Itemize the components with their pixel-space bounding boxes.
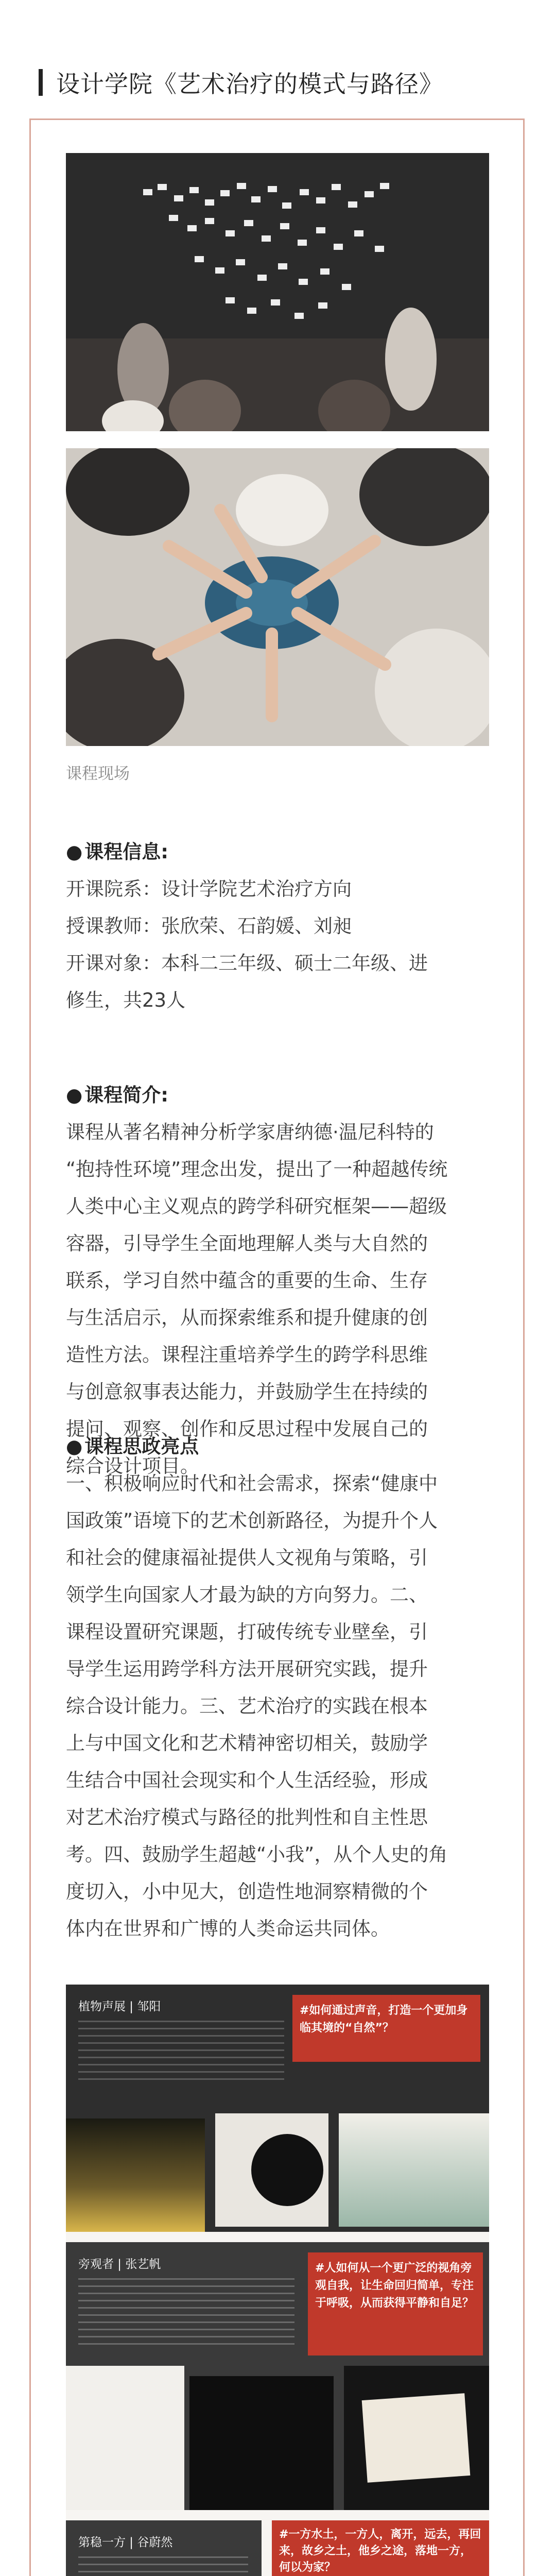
work-3-text-block (66, 2520, 262, 2576)
work-1-image-record (215, 2113, 328, 2227)
course-intro-line: 课程从著名精神分析学家唐纳德·温尼科特的 (66, 1121, 434, 1143)
course-info-heading: ● 课程信息: (66, 841, 169, 863)
paper-sheet-icon (362, 2393, 471, 2483)
ideology-line: 体内在世界和广博的人类命运共同体。 (66, 1918, 390, 1940)
work-3-question-box (272, 2520, 489, 2576)
student-works-collage (66, 1985, 489, 2576)
ideology-line: 度切入，小中见大，创造性地洞察精微的个 (66, 1880, 428, 1903)
course-info-line: 开课对象：本科二三年级、硕士二年级、进 (66, 952, 428, 974)
work-1-question-box (292, 1995, 480, 2062)
bullet-dot-icon: ● (66, 1435, 83, 1458)
work-2-question-box (308, 2252, 483, 2355)
course-info-line: 开课院系：设计学院艺术治疗方向 (66, 878, 352, 900)
work-1-body-text (78, 2021, 284, 2082)
classroom-photo-hands (66, 448, 489, 746)
ideology-line: 课程设置研究课题，打破传统专业壁垒，引 (66, 1621, 428, 1643)
work-2-image-paper (344, 2366, 489, 2510)
course-intro-line: “抱持性环境”理念出发，提出了一种超越传统 (66, 1158, 448, 1180)
classroom-photo-wall (66, 153, 489, 431)
bullet-dot-icon: ● (66, 841, 83, 863)
ideology-heading: ● 课程思政亮点 (66, 1435, 199, 1458)
work-2-question: #人如何从一个更广泛的视角旁观自我，让生命回归简单，专注于呼吸，从而获得平静和自足？ (315, 2262, 474, 2310)
ideology-line: 导学生运用跨学科方法开展研究实践，提升 (66, 1658, 428, 1680)
ideology-line: 国政策”语境下的艺术创新路径，为提升个人 (66, 1510, 438, 1532)
bullet-dot-icon: ● (66, 1084, 83, 1106)
course-intro-section (66, 1077, 489, 1485)
ideology-line: 上与中国文化和艺术精神密切相关，鼓励学 (66, 1732, 428, 1754)
work-2-title: 旁观者 | 张艺帆 (78, 2258, 161, 2271)
course-intro-line: 联系，学习自然中蕴含的重要的生命、生存 (66, 1269, 428, 1292)
course-intro-line: 与生活启示，从而探索维系和提升健康的创 (66, 1307, 428, 1329)
course-intro-line: 造性方法。课程注重培养学生的跨学科思维 (66, 1344, 428, 1366)
course-intro-line: 提问、观察、创作和反思过程中发展自己的 (66, 1418, 428, 1440)
vinyl-record-icon (251, 2134, 323, 2206)
ideology-line: 和社会的健康福祉提供人文视角与策略，引 (66, 1547, 428, 1569)
work-2-body-text (78, 2278, 294, 2345)
work-panel-3 (66, 2520, 489, 2576)
page-title-block (39, 67, 443, 98)
work-1-question: #如何通过声音，打造一个更加身临其境的“自然”？ (300, 2004, 468, 2035)
course-intro-line: 综合设计项目。 (66, 1455, 199, 1477)
course-intro-heading: ● 课程简介: (66, 1084, 169, 1106)
course-info-section (66, 834, 489, 1019)
ideology-section (66, 1428, 489, 1947)
course-info-line: 修生，共23人 (66, 989, 186, 1011)
page-title: 设计学院《艺术治疗的模式与路径》 (56, 70, 443, 98)
course-info-line: 授课教师：张欣荣、石韵媛、刘昶 (66, 915, 352, 937)
work-panel-1 (66, 1985, 489, 2232)
title-accent-bar (39, 69, 43, 96)
work-1-image-landscape (339, 2113, 489, 2227)
course-intro-line: 人类中心主义观点的跨学科研究框架——超级 (66, 1195, 447, 1217)
ideology-line: 生结合中国社会现实和个人生活经验，形成 (66, 1769, 428, 1791)
photo-caption-classroom: 课程现场 (66, 765, 130, 783)
work-1-title: 植物声展 | 邹阳 (78, 2000, 161, 2013)
work-3-title: 第稳一方 | 谷蔚然 (78, 2536, 173, 2549)
ideology-line: 一、积极响应时代和社会需求，探索“健康中 (66, 1472, 438, 1495)
ideology-line: 对艺术治疗模式与路径的批判性和自主性思 (66, 1806, 428, 1828)
work-2-image-figure (66, 2366, 184, 2510)
work-2-image-glass (189, 2376, 334, 2510)
course-intro-line: 容器，引导学生全面地理解人类与大自然的 (66, 1232, 428, 1255)
ideology-line: 综合设计能力。三、艺术治疗的实践在根本 (66, 1695, 428, 1717)
ideology-line: 考。四、鼓励学生超越“小我”，从个人史的角 (66, 1843, 448, 1866)
work-3-body-text (78, 2556, 248, 2576)
work-3-question: #一方水土，一方人，离开，远去，再回来，故乡之土，他乡之途，落地一方，何以为家？ (279, 2528, 481, 2574)
work-panel-2 (66, 2242, 489, 2510)
course-intro-line: 与创意叙事表达能力，并鼓励学生在持续的 (66, 1381, 428, 1403)
ideology-line: 领学生向国家人才最为缺的方向努力。二、 (66, 1584, 428, 1606)
work-1-image-plants (66, 2119, 205, 2232)
